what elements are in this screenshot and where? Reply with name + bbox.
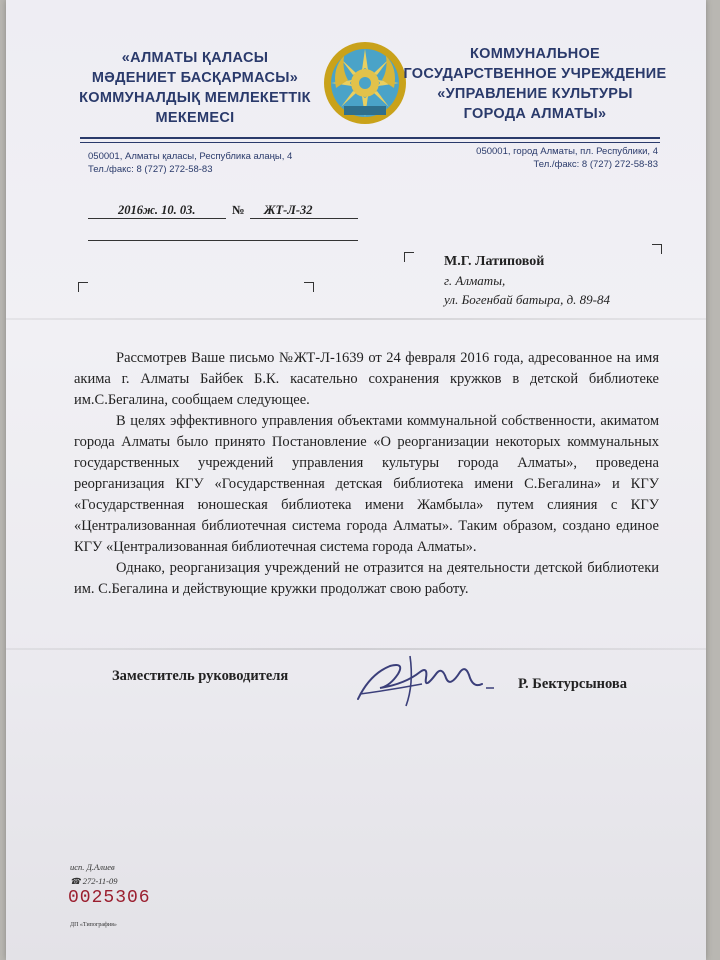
header-kazakh: [70, 48, 320, 128]
corner-mark: [304, 282, 314, 292]
address-kazakh: [88, 150, 292, 176]
signatory-title: Заместитель руководителя: [112, 668, 289, 684]
header-russian-line: «УПРАВЛЕНИЕ КУЛЬТУРЫ: [437, 86, 633, 102]
printer-mark: ДП «Типография»: [70, 922, 117, 928]
address-line: 050001, Алматы қаласы, Республика алаңы, 4: [88, 151, 293, 162]
body-paragraph: Однако, реорганизация учреждений не отразится на деятельности детской библиотеки им. С.Бегалина и действующие кружки продолжат свою работу.: [74, 560, 659, 597]
corner-mark: [652, 244, 662, 254]
address-russian: [460, 145, 658, 171]
form-serial-number: 0025306: [68, 888, 151, 908]
executor-info: [70, 860, 118, 888]
header-russian-line: ГОСУДАРСТВЕННОЕ УЧРЕЖДЕНИЕ: [403, 66, 667, 82]
paper-fold: [6, 318, 706, 320]
signatory-name: Р. Бектурсынова: [518, 676, 627, 692]
phone-line: Тел./факс: 8 (727) 272-58-83: [88, 164, 213, 175]
kazakhstan-emblem-icon: [322, 40, 408, 126]
header-kazakh-line: МӘДЕНИЕТ БАСҚАРМАСЫ»: [91, 70, 299, 86]
phone-line: Тел./факс: 8 (727) 272-58-83: [533, 159, 658, 170]
handwritten-signature: [350, 644, 500, 714]
header-rule: [80, 137, 660, 139]
address-line: 050001, город Алматы, пл. Республики, 4: [476, 146, 658, 157]
header-rule-thin: [80, 142, 660, 143]
recipient-city: г. Алматы,: [444, 273, 506, 288]
number-sign: №: [232, 203, 245, 217]
header-kazakh-line: КОММУНАЛДЫҚ МЕМЛЕКЕТТІК: [79, 90, 311, 106]
letter-date: 2016ж. 10. 03.: [118, 203, 196, 217]
header-russian-line: КОММУНАЛЬНОЕ: [469, 46, 601, 62]
executor-phone: ☎ 272-11-09: [70, 876, 118, 886]
recipient-street: ул. Богенбай батыра, д. 89-84: [444, 292, 610, 307]
number-underline: [250, 218, 358, 219]
executor-name: исп. Д.Алиев: [70, 862, 115, 872]
header-kazakh-line: МЕКЕМЕСІ: [155, 110, 235, 126]
corner-mark: [78, 282, 88, 292]
letter-body: [74, 348, 659, 600]
date-underline: [88, 218, 226, 219]
reference-underline: [88, 240, 358, 241]
letter-number: ЖТ-Л-32: [264, 203, 313, 217]
body-paragraph: В целях эффективного управления объектами коммунальной собственности, акиматом города Алматы было принято Постановление «О реорганизации некоторых коммунальных государственных учреждений управления культуры города Алматы», проведена реорганизация КГУ «Государственная детская библиотека имени С.Бегалина» и КГУ «Государственная юношеская библиотека имени Жамбыла» путем слияния с КГУ «Централизованная библиотечная система города Алматы». Таким образом, создано единое КГУ «Централизованная библиотечная система города Алматы».: [74, 413, 659, 555]
header-russian-line: ГОРОДА АЛМАТЫ»: [463, 106, 607, 122]
header-russian: [400, 44, 670, 124]
recipient-name: М.Г. Латиповой: [444, 254, 545, 269]
header-kazakh-line: «АЛМАТЫ ҚАЛАСЫ: [121, 50, 269, 66]
recipient-block: [444, 252, 610, 309]
body-paragraph: Рассмотрев Ваше письмо №ЖТ-Л-1639 от 24 февраля 2016 года, адресованное на имя акима г. Алматы Байбек Б.К. касательно сохранения кружков в детской библиотеке им.С.Бегалина, сообщаем следующее.: [74, 350, 659, 408]
corner-mark: [404, 252, 414, 262]
